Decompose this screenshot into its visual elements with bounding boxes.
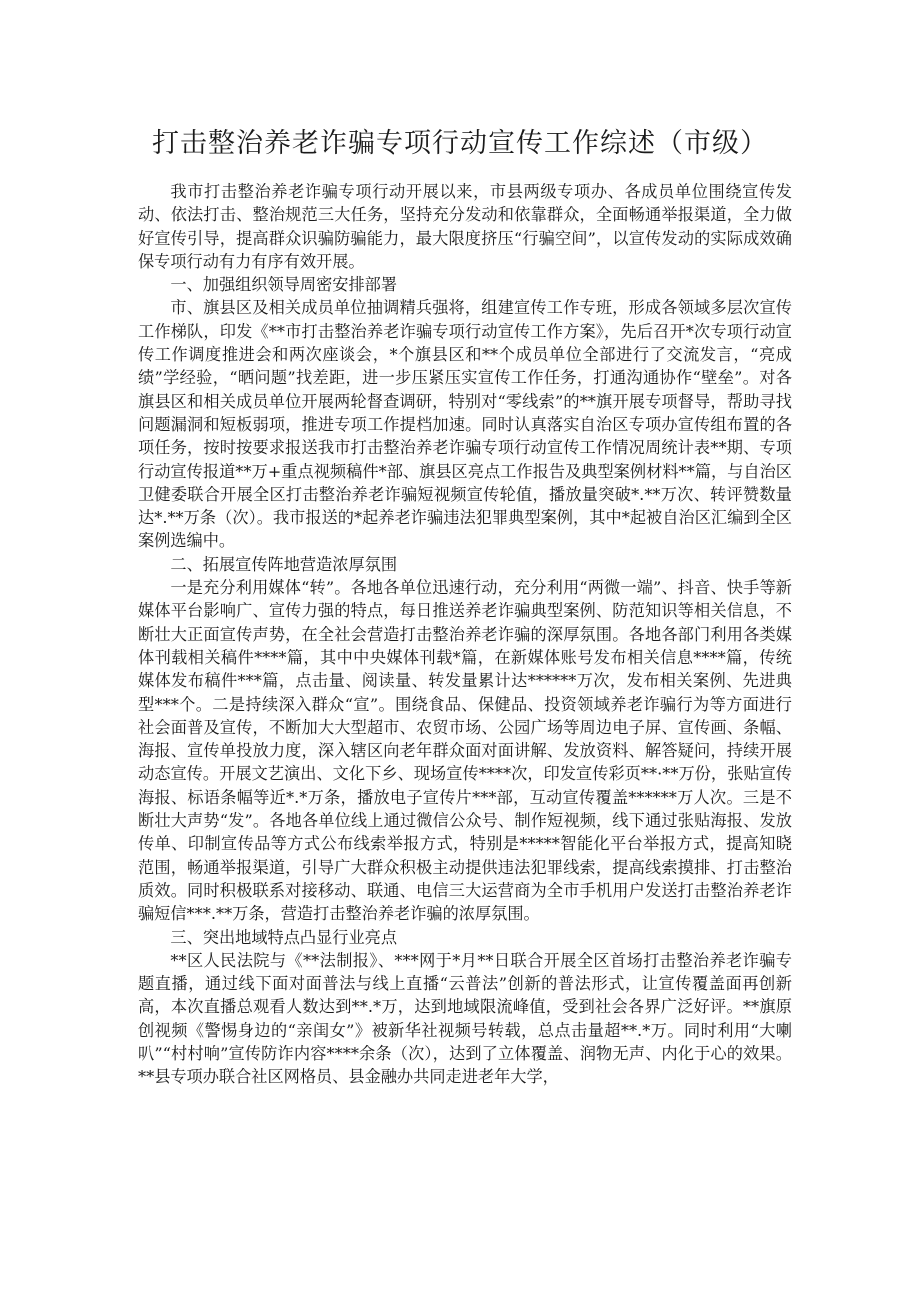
section-heading-1: 一、加强组织领导周密安排部署 [170, 275, 398, 295]
section-1-paragraph: 市、旗县区及相关成员单位抽调精兵强将，组建宣传工作专班，形成各领域多层次宣传工作梯队，印发《**市打击整治养老诈骗专项行动宣传工作方案》，先后召开*次专项行动宣传工作调度推进会和两次座谈会，*个旗县区和**个成员单位全部进行了交流发言，“亮成绩”学经验，“晒问题”找差距，进一步压紧压实宣传工作任务，打通沟通协作“壁垒”。对各旗县区和相关成员单位开展两轮督查调研，特别对“零线索”的**旗开展专项督导，帮助寻找问题漏洞和短板弱项，推进专项工作提档加速。同时认真落实自治区专项办宣传组布置的各项任务，按时按要求报送我市打击整治养老诈骗专项行动宣传工作情况周统计表**期、专项行动宣传报道**万+重点视频稿件*部、旗县区亮点工作报告及典型案例材料**篇，与自治区卫健委联合开展全区打击整治养老诈骗短视频宣传轮值，播放量突破*.**万次、转评赞数量达*.**万条（次）。我市报送的*起养老诈骗违法犯罪典型案例，其中*起被自治区汇编到全区案例选编中。 [138, 298, 792, 551]
intro-paragraph: 我市打击整治养老诈骗专项行动开展以来，市县两级专项办、各成员单位围绕宣传发动、依法打击、整治规范三大任务，坚持充分发动和依靠群众，全面畅通举报渠道，全力做好宣传引导，提高群众识骗防骗能力，最大限度挤压“行骗空间”，以宣传发动的实际成效确保专项行动有力有序有效开展。 [138, 182, 792, 271]
section-3-paragraph: **区人民法院与《**法制报》、***网于*月**日联合开展全区首场打击整治养老诈骗专题直播，通过线下面对面普法与线上直播“云普法”创新的普法形式，让宣传覆盖面再创新高，本次直播总观看人数达到**.*万，达到地域限流峰值，受到社会各界广泛好评。**旗原创视频《警惕身边的“亲闺女”》被新华社视频号转载，总点击量超**.*万。同时利用“大喇叭”“村村响”宣传防诈内容****余条（次），达到了立体覆盖、润物无声、内化于心的效果。**县专项办联合社区网格员、县金融办共同走进老年大学， [138, 950, 792, 1087]
section-heading-3: 三、突出地域特点凸显行业亮点 [170, 927, 398, 947]
document-title: 打击整治养老诈骗专项行动宣传工作综述（市级） [152, 128, 768, 159]
section-heading-2: 二、拓展宣传阵地营造浓厚氛围 [170, 554, 398, 574]
document-body [138, 180, 792, 1089]
section-2-paragraph: 一是充分利用媒体“转”。各地各单位迅速行动，充分利用“两微一端”、抖音、快手等新媒体平台影响广、宣传力强的特点，每日推送养老诈骗典型案例、防范知识等相关信息，不断壮大正面宣传声势，在全社会营造打击整治养老诈骗的深厚氛围。各地各部门利用各类媒体刊载相关稿件****篇，其中中央媒体刊载*篇，在新媒体账号发布相关信息****篇，传统媒体发布稿件***篇，点击量、阅读量、转发量累计达******万次，发布相关案例、先进典型***个。二是持续深入群众“宣”。围绕食品、保健品、投资领域养老诈骗行为等方面进行社会面普及宣传，不断加大大型超市、农贸市场、公园广场等周边电子屏、宣传画、条幅、海报、宣传单投放力度，深入辖区向老年群众面对面讲解、发放资料、解答疑问，持续开展动态宣传。开展文艺演出、文化下乡、现场宣传****次，印发宣传彩页**·**万份，张贴宣传海报、标语条幅等近*.*万条，播放电子宣传片***部，互动宣传覆盖******万人次。三是不断壮大声势“发”。各地各单位线上通过微信公众号、制作短视频，线下通过张贴海报、发放传单、印制宣传品等方式公布线索举报方式，特别是*****智能化平台举报方式，提高知晓范围，畅通举报渠道，引导广大群众积极主动提供违法犯罪线索，提高线索摸排、打击整治质效。同时积极联系对接移动、联通、电信三大运营商为全市手机用户发送打击整治养老诈骗短信***.**万条，营造打击整治养老诈骗的浓厚氛围。 [138, 578, 792, 924]
